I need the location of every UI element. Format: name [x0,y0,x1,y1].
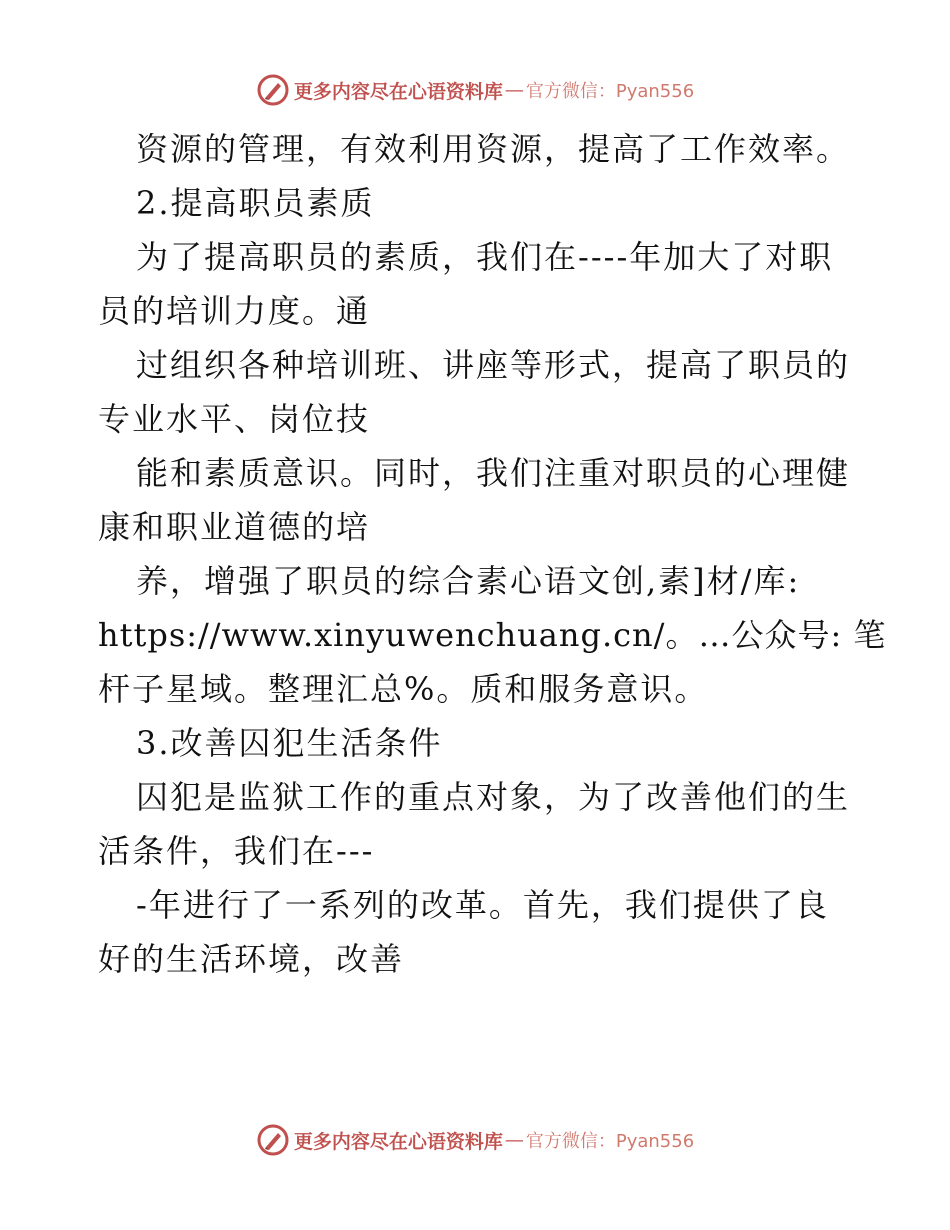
pen-circle-icon [256,73,290,107]
text-line: 资源的管理，有效利用资源，提高了工作效率。 [136,130,851,168]
banner-dash: — [504,79,524,101]
footer-banner [0,1120,950,1160]
text-line: 员的培训力度。通 [98,292,371,330]
text-line: 活条件，我们在--- [98,832,375,870]
banner-wechat: 官方微信：Pyan556 [525,81,695,102]
text-line: 康和职业道德的培 [98,508,371,546]
text-line: 为了提高职员的素质，我们在----年加大了对职 [136,238,834,276]
section-heading: 3.改善囚犯生活条件 [136,724,443,762]
section-heading: 2.提高职员素质 [136,184,375,222]
text-line: 养，增强了职员的综合素心语文创,素]材/库: [136,562,801,600]
text-line: 能和素质意识。同时，我们注重对职员的心理健 [136,454,851,492]
banner-wechat: 官方微信：Pyan556 [525,1131,695,1152]
banner-dash: — [504,1129,524,1151]
text-line: 专业水平、岗位技 [98,400,371,438]
header-banner [0,70,950,110]
text-line: 过组织各种培训班、讲座等形式，提高了职员的 [136,346,851,384]
text-line: https://www.xinyuwenchuang.cn/。…公众号: 笔 [98,616,887,654]
banner-title: 更多内容尽在心语资料库 [293,80,503,103]
banner-title: 更多内容尽在心语资料库 [293,1130,503,1153]
text-line: 杆子星域。整理汇总%。质和服务意识。 [98,670,709,708]
text-line: 囚犯是监狱工作的重点对象，为了改善他们的生 [136,778,851,816]
document-body [98,122,887,986]
text-line: 好的生活环境，改善 [98,940,405,978]
text-line: -年进行了一系列的改革。首先，我们提供了良 [136,886,829,924]
pen-circle-icon [256,1123,290,1157]
